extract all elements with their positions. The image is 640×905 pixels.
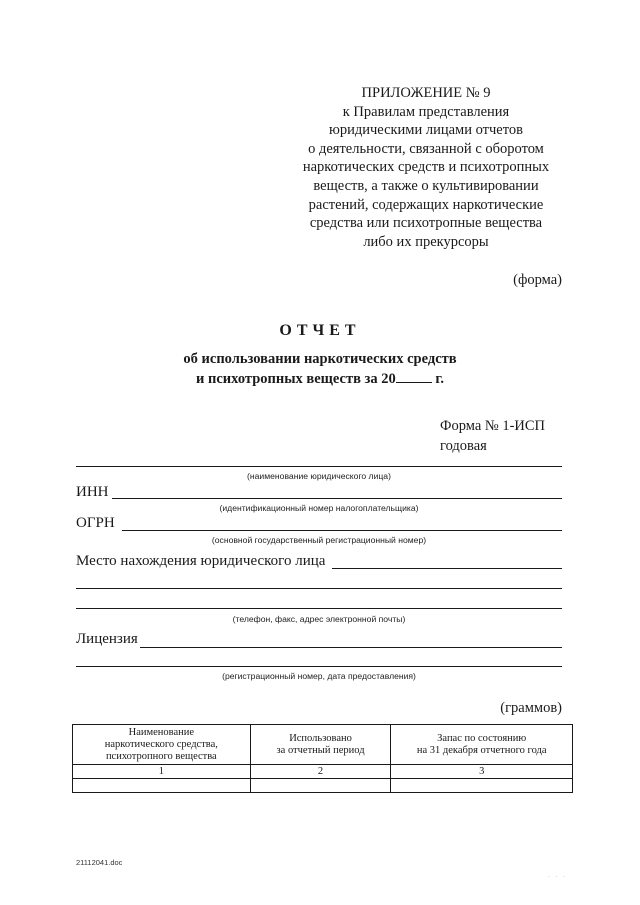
license-caption: (регистрационный номер, дата предоставления) [222,671,416,681]
license-field[interactable] [140,647,562,648]
org-name-caption: (наименование юридического лица) [247,471,391,481]
location-label: Место нахождения юридического лица [76,553,326,569]
form-period: годовая [440,438,487,454]
appendix-line: ПРИЛОЖЕНИЕ № 9 [361,85,491,101]
ogrn-field[interactable] [122,530,562,531]
document-subtitle [0,350,640,389]
form-number-line: Форма № 1-ИСП [440,418,546,434]
org-name-field[interactable] [76,466,562,467]
inn-caption: (идентификационный номер налогоплательщика) [219,503,419,513]
report-table [72,724,573,793]
appendix-line: либо их прекурсоры [363,233,489,250]
subtitle-suffix: г. [435,371,444,387]
appendix-header [290,84,562,251]
ogrn-label: ОГРН [76,515,115,531]
table-header-row [73,725,573,765]
appendix-line: наркотических средств и психотропных [302,159,550,176]
license-field-line-2[interactable] [76,666,562,667]
inn-label: ИНН [76,484,109,500]
header-used [250,725,391,765]
column-number: 2 [250,765,391,779]
document-title: ОТЧЕТ [279,322,361,339]
form-label: (форма) [513,272,562,288]
header-text: на 31 декабря отчетного года [416,744,547,756]
appendix-line: юридическими лицами отчетов [329,122,523,139]
appendix-line: о деятельности, связанной с оборотом [308,140,544,157]
subtitle-line-2 [0,369,640,389]
ogrn-caption: (основной государственный регистрационный номер) [211,535,427,545]
header-text: наркотического средства, [104,738,218,750]
header-text: психотропного вещества [105,750,217,762]
table-cell[interactable] [73,779,251,793]
appendix-line: средства или психотропные вещества [309,215,543,232]
corner-marks: . . . [548,871,567,879]
inn-field[interactable] [112,498,562,499]
units-label: (граммов) [500,700,562,716]
subtitle-prefix: и психотропных веществ за 20 [196,371,396,387]
appendix-line: веществ, а также о культивировании [313,177,539,194]
column-number: 3 [391,765,573,779]
table-cell[interactable] [250,779,391,793]
form-number [440,416,545,456]
header-text: Использовано [289,732,352,744]
header-text: Наименование [128,726,195,738]
subtitle-line-1: об использовании наркотических средств [183,351,457,367]
appendix-line: к Правилам представления [342,103,510,120]
license-label: Лицензия [76,631,138,647]
year-blank[interactable] [396,369,432,383]
header-substance [73,725,251,765]
column-number: 1 [73,765,251,779]
location-field-line-2[interactable] [76,588,562,589]
table-number-row [73,765,573,779]
header-stock [391,725,573,765]
appendix-line: растений, содержащих наркотические [308,196,544,213]
file-name-footer: 21112041.doc [76,858,123,867]
header-text: за отчетный период [276,744,365,756]
location-field[interactable] [332,568,562,569]
table-row [73,779,573,793]
contacts-field[interactable] [76,608,562,609]
table-cell[interactable] [391,779,573,793]
header-text: Запас по состоянию [437,732,527,744]
contacts-caption: (телефон, факс, адрес электронной почты) [232,614,406,624]
